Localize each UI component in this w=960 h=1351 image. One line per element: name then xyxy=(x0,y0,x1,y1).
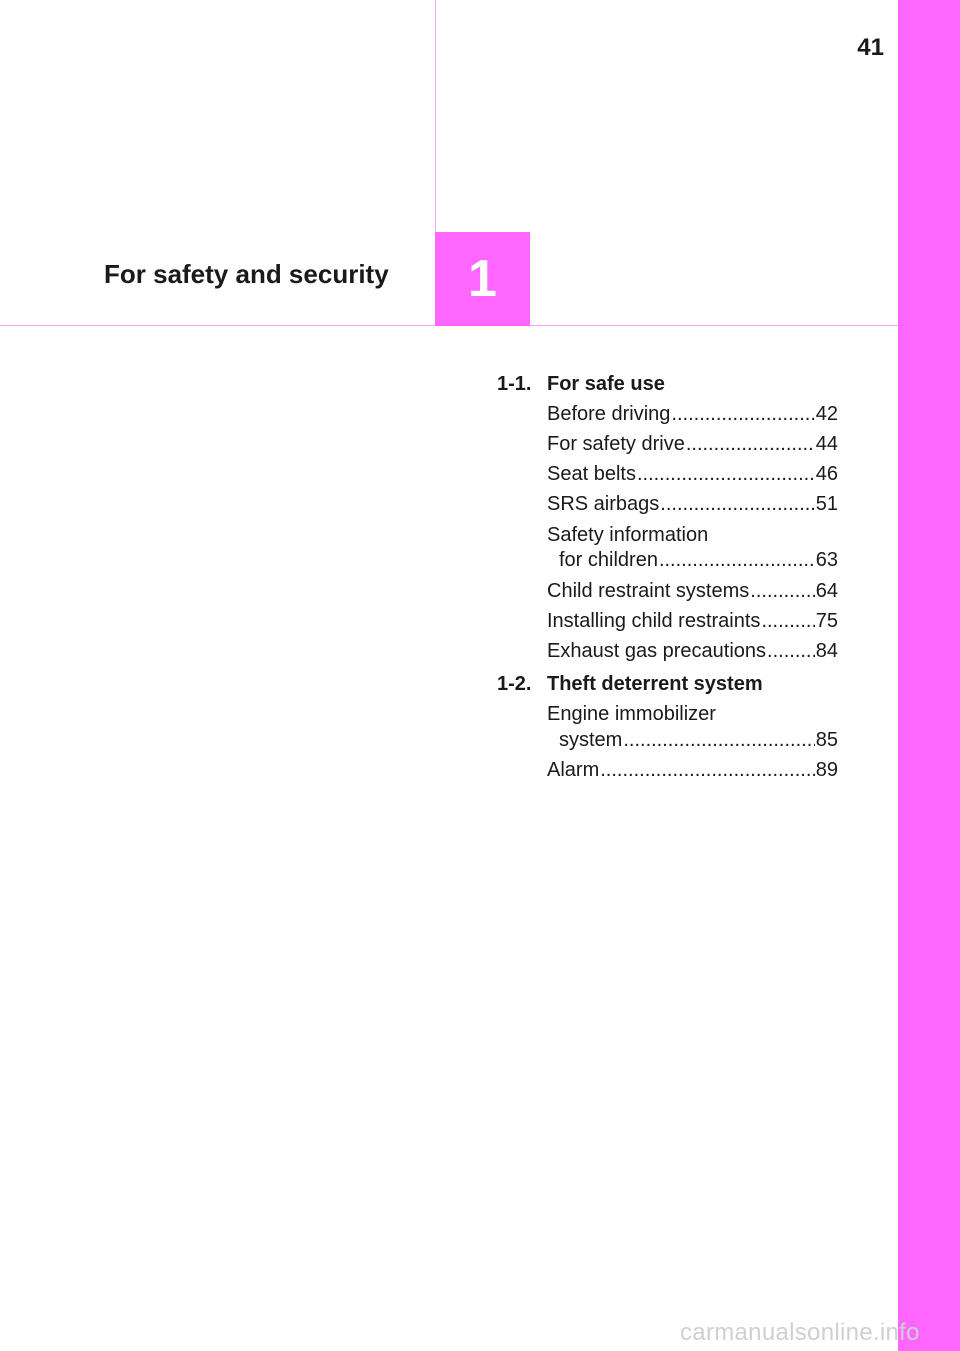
entry-page: 75 xyxy=(815,610,838,632)
vertical-divider xyxy=(435,0,436,232)
chapter-color-bar xyxy=(898,0,960,1351)
entry-title: Installing child restraints xyxy=(547,610,761,632)
entry-page: 89 xyxy=(815,759,838,781)
entry-page: 63 xyxy=(815,549,838,571)
entry-title-continued: system xyxy=(559,729,623,751)
section-title: Theft deterrent system xyxy=(547,673,763,695)
page-number: 41 xyxy=(857,34,884,61)
section-heading[interactable] xyxy=(497,673,763,696)
entry-page: 84 xyxy=(815,640,838,662)
entry-page: 64 xyxy=(815,580,838,602)
entry-title: Child restraint systems xyxy=(547,580,750,602)
entry-page: 42 xyxy=(815,403,838,425)
entry-page: 46 xyxy=(815,463,838,485)
entry-title: Before driving xyxy=(547,403,671,425)
dot-leader xyxy=(750,580,814,603)
chapter-number: 1 xyxy=(468,250,497,308)
dot-leader xyxy=(600,759,815,782)
section-number: 1-2. xyxy=(497,673,532,695)
entry-title: Exhaust gas precautions xyxy=(547,640,767,662)
entry-title: Safety information xyxy=(547,524,709,546)
toc-entry[interactable] xyxy=(547,580,838,604)
dot-leader xyxy=(637,463,815,486)
dot-leader xyxy=(761,610,814,633)
entry-page: 51 xyxy=(815,493,838,515)
toc-entry[interactable] xyxy=(547,524,838,573)
entry-title: Engine immobilizer xyxy=(547,703,716,725)
dot-leader xyxy=(767,640,815,663)
entry-title-continued: for children xyxy=(559,549,658,571)
toc-entry[interactable] xyxy=(547,759,838,783)
toc-entry[interactable] xyxy=(547,640,838,664)
toc-entry[interactable] xyxy=(547,703,838,753)
entry-title: Alarm xyxy=(547,759,600,781)
section-title: For safe use xyxy=(547,373,665,395)
toc-entry[interactable] xyxy=(547,403,838,427)
section-heading[interactable] xyxy=(497,373,665,396)
entry-page: 44 xyxy=(815,433,838,455)
entry-title: Seat belts xyxy=(547,463,636,485)
dot-leader xyxy=(659,549,815,572)
entry-title: For safety drive xyxy=(547,433,685,455)
dot-leader xyxy=(671,403,814,426)
toc-entry[interactable] xyxy=(547,463,838,487)
toc-entry[interactable] xyxy=(547,610,838,634)
entry-page: 85 xyxy=(815,729,838,751)
section-number: 1-1. xyxy=(497,373,532,395)
toc-entry[interactable] xyxy=(547,493,838,517)
chapter-title: For safety and security xyxy=(104,259,389,289)
dot-leader xyxy=(686,433,815,456)
toc-entry[interactable] xyxy=(547,433,838,457)
chapter-tab xyxy=(435,232,530,326)
entry-title: SRS airbags xyxy=(547,493,660,515)
dot-leader xyxy=(623,729,814,752)
dot-leader xyxy=(660,493,814,516)
watermark: carmanualsonline.info xyxy=(680,1319,920,1346)
